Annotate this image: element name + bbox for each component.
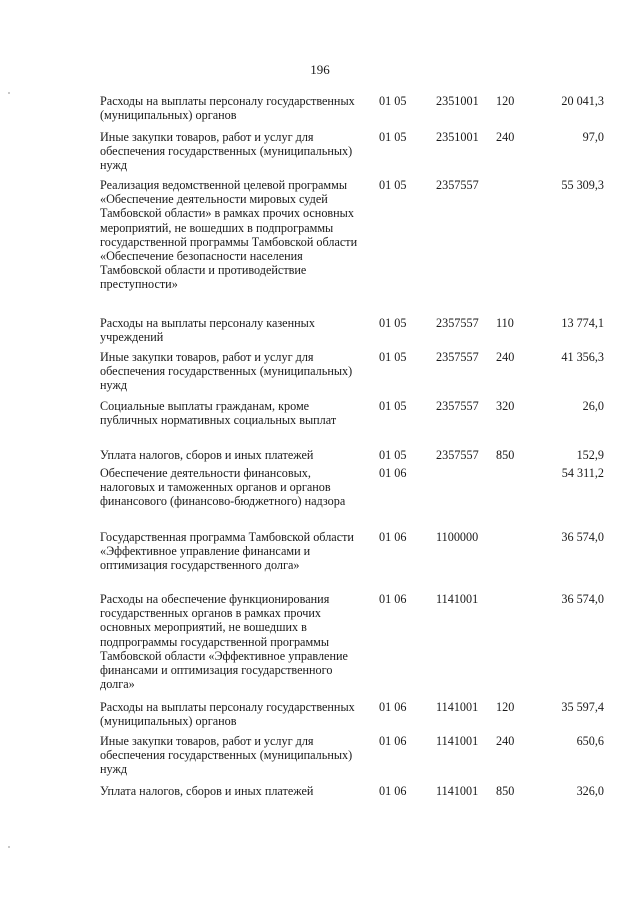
section-code: 01 05 — [379, 130, 407, 144]
row-description: Расходы на выплаты персоналу государственных (муниципальных) органов — [100, 700, 355, 729]
row-description: Социальные выплаты гражданам, кроме публичных нормативных социальных выплат — [100, 399, 337, 428]
section-code: 01 06 — [379, 592, 407, 606]
target-code: 2357557 — [436, 178, 479, 192]
section-code: 01 05 — [379, 316, 407, 330]
row-description: Иные закупки товаров, работ и услуг для обеспечения государственных (муниципальных) нужд — [100, 130, 353, 173]
expense-type-code: 240 — [496, 130, 515, 144]
row-description: Расходы на обеспечение функционирования государственных органов в рамках прочих основных мероприятий, не вошедших в подпрограммы государственной программы Тамбовской области «Эффективное управление финансами и оптимизация государственного долга» — [100, 592, 348, 692]
table-row — [100, 466, 612, 530]
expense-type-code: 850 — [496, 448, 515, 462]
row-description: Государственная программа Тамбовской области «Эффективное управление финансами и оптимизация государственного долга» — [100, 530, 354, 573]
target-code: 2351001 — [436, 130, 479, 144]
target-code: 1141001 — [436, 700, 479, 714]
expense-type-code: 120 — [496, 94, 515, 108]
amount: 650,6 — [576, 734, 604, 748]
table-row — [100, 784, 612, 802]
section-code: 01 05 — [379, 94, 407, 108]
section-code: 01 06 — [379, 530, 407, 544]
target-code: 1100000 — [436, 530, 479, 544]
target-code: 2357557 — [436, 399, 479, 413]
expense-type-code: 320 — [496, 399, 515, 413]
row-description: Иные закупки товаров, работ и услуг для обеспечения государственных (муниципальных) нужд — [100, 734, 353, 777]
amount: 152,9 — [576, 448, 604, 462]
section-code: 01 05 — [379, 350, 407, 364]
section-code: 01 06 — [379, 784, 407, 798]
amount: 41 356,3 — [561, 350, 604, 364]
row-description: Уплата налогов, сборов и иных платежей — [100, 448, 314, 462]
expense-type-code: 120 — [496, 700, 515, 714]
budget-table — [100, 94, 612, 802]
expense-type-code: 110 — [496, 316, 514, 330]
row-description: Реализация ведомственной целевой программы «Обеспечение деятельности мировых судей Тамбовской области» в рамках прочих основных мероприятий, не вошедших в подпрограммы государственной программы Тамбовской области «Обеспечение безопасности населения Тамбовской области и противодействие преступности» — [100, 178, 358, 292]
amount: 97,0 — [582, 130, 604, 144]
target-code: 2357557 — [436, 316, 479, 330]
table-row — [100, 94, 612, 130]
row-description: Обеспечение деятельности финансовых, налоговых и таможенных органов и органов финансового (финансово-бюджетного) надзора — [100, 466, 346, 509]
amount: 13 774,1 — [561, 316, 604, 330]
target-code: 2351001 — [436, 94, 479, 108]
scan-artifact-top — [8, 92, 10, 94]
target-code: 2357557 — [436, 350, 479, 364]
amount: 36 574,0 — [561, 592, 604, 606]
section-code: 01 05 — [379, 399, 407, 413]
amount: 26,0 — [582, 399, 604, 413]
amount: 36 574,0 — [561, 530, 604, 544]
amount: 35 597,4 — [561, 700, 604, 714]
scan-artifact-bottom — [8, 846, 10, 848]
table-row — [100, 350, 612, 399]
target-code: 1141001 — [436, 592, 479, 606]
table-row — [100, 530, 612, 592]
table-row — [100, 734, 612, 784]
amount: 326,0 — [576, 784, 604, 798]
target-code: 1141001 — [436, 734, 479, 748]
table-row — [100, 399, 612, 448]
row-description: Расходы на выплаты персоналу казенных учреждений — [100, 316, 315, 345]
amount: 54 311,2 — [561, 466, 604, 480]
table-row — [100, 316, 612, 350]
amount: 20 041,3 — [561, 94, 604, 108]
expense-type-code: 850 — [496, 784, 515, 798]
expense-type-code: 240 — [496, 350, 515, 364]
table-row — [100, 592, 612, 700]
table-row — [100, 178, 612, 316]
target-code: 2357557 — [436, 448, 479, 462]
table-row — [100, 130, 612, 178]
section-code: 01 05 — [379, 178, 407, 192]
page-number: 196 — [310, 62, 330, 77]
section-code: 01 06 — [379, 466, 407, 480]
table-row — [100, 700, 612, 734]
row-description: Уплата налогов, сборов и иных платежей — [100, 784, 314, 798]
row-description: Иные закупки товаров, работ и услуг для обеспечения государственных (муниципальных) нужд — [100, 350, 353, 393]
target-code: 1141001 — [436, 784, 479, 798]
section-code: 01 06 — [379, 734, 407, 748]
section-code: 01 05 — [379, 448, 407, 462]
section-code: 01 06 — [379, 700, 407, 714]
table-row — [100, 448, 612, 466]
amount: 55 309,3 — [561, 178, 604, 192]
expense-type-code: 240 — [496, 734, 515, 748]
row-description: Расходы на выплаты персоналу государственных (муниципальных) органов — [100, 94, 355, 123]
